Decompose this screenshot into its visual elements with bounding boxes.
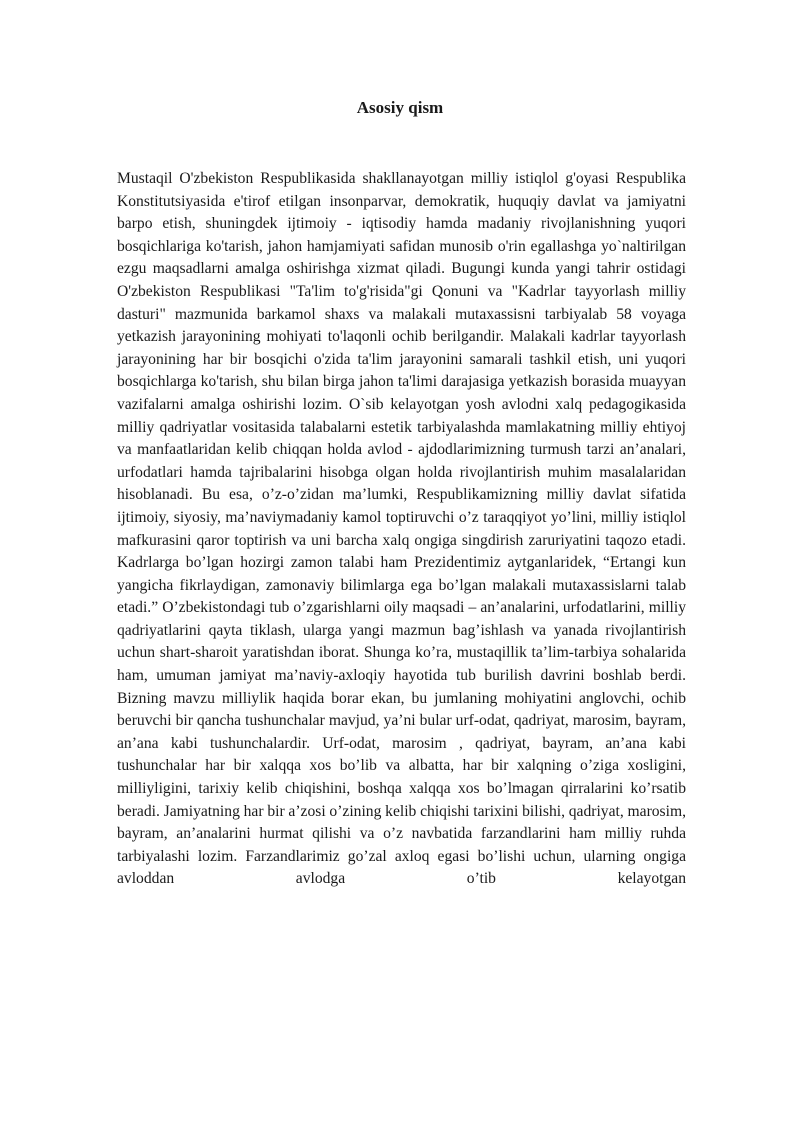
section-title: Asosiy qism [356,98,444,117]
body-paragraph: Mustaqil O'zbekiston Respublikasida shakllanayotgan milliy istiqlol g'oyasi Respublika Konstitutsiyasida e'tirof etilgan insonparvar, demokratik, huquqiy davlat va jamiyatni barpo etish, shuningdek ijtimoiy - iqtisodiy hamda madaniy rivojlanishning yuqori bosqichlariga ko'tarish, jahon hamjamiyati safidan munosib o'rin egallashga yo`naltirilgan ezgu maqsadlarni amalga oshirishga xizmat qiladi. Bugungi kunda yangi tahrir ostidagi O'zbekiston Respublikasi "Ta'lim to'g'risida"gi Qonuni va "Kadrlar tayyorlash milliy dasturi" mazmunida barkamol shaxs va malakali mutaxassisni tarbiyalab 58 voyaga yetkazish jarayonining mohiyati to'laqonli ochib berilgandir. Malakali kadrlar tayyorlash jarayonining har bir bosqichi o'zida ta'lim jarayonini samarali tashkil etish, uni yuqori bosqichlarga ko'tarish, shu bilan birga jahon ta'limi darajasiga yetkazish borasida muayyan vazifalarni amalga oshirishi lozim. O`sib kelayotgan yosh avlodni xalq pedagogikasida milliy qadriyatlar vositasida talabalarni estetik tarbiyalashda mamlakatning milliy ehtiyoj va manfaatlaridan kelib chiqqan holda avlod - ajdodlarimizning turmush tarzi an’analari, urfodatlari hamda tajribalarini hisobga olgan holda rivojlantirish muhim masalalaridan hisoblanadi. Bu esa, o’z-o’zidan ma’lumki, Respublikamizning milliy davlat sifatida ijtimoiy, siyosiy, ma’naviymadaniy kamol toptiruvchi o’z taraqqiyot yo’lini, milliy istiqlol mafkurasini qaror toptirish va uni barcha xalq ongiga singdirish zaruriyatini taqozo etadi. Kadrlarga bo’lgan hozirgi zamon talabi ham Prezidentimiz aytganlaridek, “Ertangi kun yangicha fikrlaydigan, zamonaviy bilimlarga ega bo’lgan malakali mutaxassislarni talab etadi.” O’zbekistondagi tub o’zgarishlarni oily maqsadi – an’analarini, urfodatlarini, milliy qadriyatlarini qayta tiklash, ularga yangi mazmun bag’ishlash va yanada rivojlantirish uchun shart-sharoit yaratishdan iborat. Shunga ko’ra, mustaqillik ta’lim-tarbiya sohalarida ham, umuman jamiyat ma’naviy-axloqiy hayotida tub burilish davrini boshlab berdi. Bizning mavzu milliylik haqida borar ekan, bu jumlaning mohiyatini anglovchi, ochib beruvchi bir qancha tushunchalar mavjud, ya’ni bular urf-odat, qadriyat, marosim, bayram, an’ana kabi tushunchalardir. Urf-odat, marosim , qadriyat, bayram, an’ana kabi tushunchalar har bir xalqqa xos bo’lib va albatta, har bir xalqning o’ziga xosligini, milliyligini, tarixiy kelib chiqishini, boshqa xalqqa xos bo’lmagan qirralarini ko’rsatib beradi. Jamiyatning har bir a’zosi o’zining kelib chiqishi tarixini bilishi, qadriyat, marosim, bayram, an’analarini hurmat qilishi va o’z navbatida farzandlarini ham milliy ruhda tarbiyalashi lozim. Farzandlarimiz go’zal axloq egasi bo’lishi uchun, ularning ongiga avloddan avlodga o’tib kelayotgan [117,170,686,888]
